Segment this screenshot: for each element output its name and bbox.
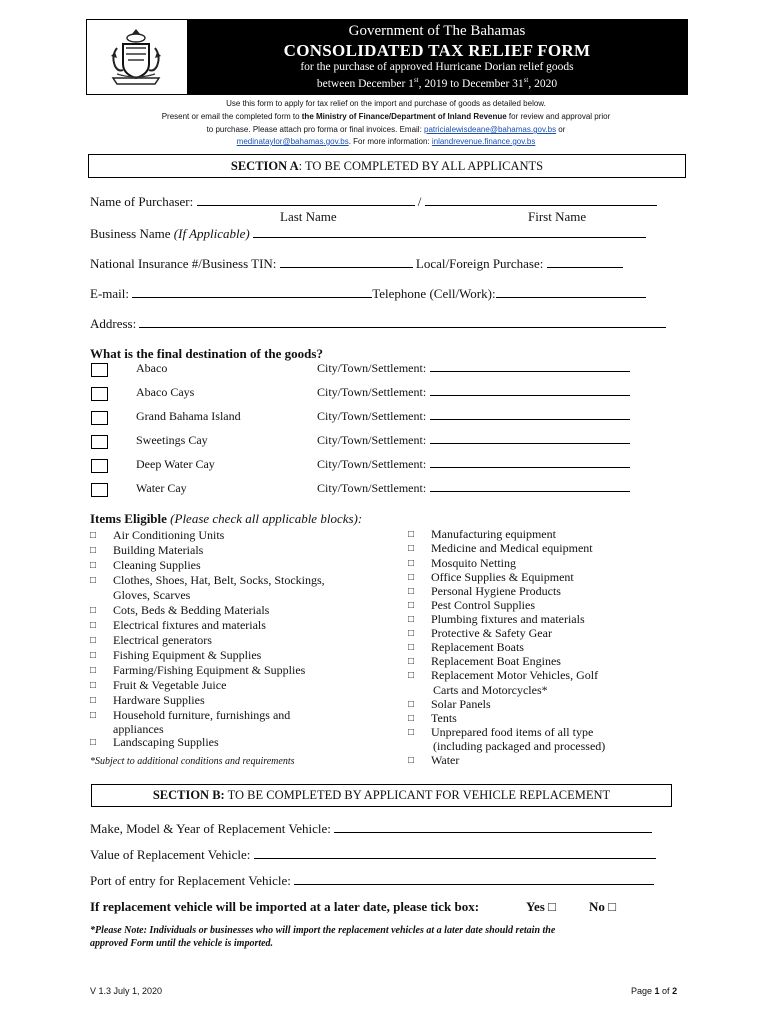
item-checkbox[interactable]: □	[90, 710, 97, 721]
port-entry-field[interactable]	[294, 874, 654, 885]
destination-name: Grand Bahama Island	[136, 409, 241, 423]
destination-checkbox[interactable]	[91, 363, 108, 377]
form-period: between December 1st, 2019 to December 31st, 2020	[316, 76, 558, 90]
vehicle-make-row: Make, Model & Year of Replacement Vehicle:	[90, 821, 652, 837]
eligible-item: Fruit & Vegetable Juice	[113, 678, 227, 692]
eligible-item: Hardware Supplies	[113, 693, 205, 707]
eligible-item: Building Materials	[113, 543, 204, 557]
item-checkbox[interactable]: □	[90, 530, 97, 541]
item-checkbox[interactable]: □	[90, 695, 97, 706]
vehicle-note: *Please Note: Individuals or businesses who will import the replacement vehicles at a later date should retain the approved Form until the vehicle is imported.	[90, 925, 556, 949]
yes-checkbox[interactable]: Yes □	[526, 899, 556, 914]
city-settlement-row	[317, 361, 630, 376]
last-name-field[interactable]	[197, 195, 415, 206]
city-label: City/Town/Settlement:	[317, 385, 427, 399]
business-name-field[interactable]	[253, 227, 646, 238]
item-checkbox[interactable]: □	[408, 699, 415, 710]
eligible-item: Solar Panels	[431, 697, 491, 711]
local-foreign-field[interactable]	[547, 257, 623, 268]
email-field[interactable]	[132, 287, 372, 298]
eligible-item: Cots, Beds & Bedding Materials	[113, 603, 270, 617]
city-field[interactable]	[430, 385, 630, 396]
items-footnote: *Subject to additional conditions and requirements	[90, 756, 295, 767]
eligible-item: Electrical generators	[113, 633, 212, 647]
item-checkbox[interactable]: □	[408, 529, 415, 540]
page-number: Page 1 of 2	[631, 986, 678, 996]
destination-checkbox[interactable]	[91, 483, 108, 497]
item-checkbox[interactable]: □	[408, 600, 415, 611]
port-entry-row: Port of entry for Replacement Vehicle:	[90, 873, 654, 889]
intro-line-3: to purchase. Please attach pro forma or final invoices. Email: patricialewisdeane@bahamas.gov.bs or	[206, 125, 566, 134]
email-link-1[interactable]: patricialewisdeane@bahamas.gov.bs	[424, 125, 557, 134]
vehicle-value-row: Value of Replacement Vehicle:	[90, 847, 656, 863]
eligible-item: Air Conditioning Units	[113, 528, 225, 542]
business-name-row: Business Name (If Applicable)	[90, 226, 646, 242]
destination-checkbox[interactable]	[91, 459, 108, 473]
eligible-item: Tents	[431, 711, 457, 725]
city-settlement-row	[317, 385, 630, 400]
eligible-item: Household furniture, furnishings and	[113, 708, 291, 722]
item-checkbox[interactable]: □	[90, 665, 97, 676]
item-checkbox[interactable]: □	[408, 628, 415, 639]
eligible-item: Water	[431, 753, 460, 767]
city-field[interactable]	[430, 433, 630, 444]
destination-checkbox[interactable]	[91, 387, 108, 401]
city-label: City/Town/Settlement:	[317, 481, 427, 495]
item-checkbox[interactable]: □	[408, 656, 415, 667]
eligible-item: Replacement Motor Vehicles, Golf	[431, 668, 599, 682]
item-checkbox[interactable]: □	[408, 670, 415, 681]
eligible-item: Manufacturing equipment	[431, 527, 556, 541]
destination-name: Sweetings Cay	[136, 433, 208, 447]
items-eligible-heading: Items Eligible (Please check all applicable blocks):	[90, 511, 363, 526]
last-name-label: Last Name	[280, 209, 337, 224]
email-link-2[interactable]: medinataylor@bahamas.gov.bs	[236, 137, 349, 146]
item-checkbox[interactable]: □	[408, 586, 415, 597]
eligible-item: Electrical fixtures and materials	[113, 618, 266, 632]
city-field[interactable]	[430, 457, 630, 468]
item-checkbox[interactable]: □	[90, 737, 97, 748]
form-title: CONSOLIDATED TAX RELIEF FORM	[283, 41, 591, 60]
eligible-item: Replacement Boat Engines	[431, 654, 561, 668]
item-checkbox[interactable]: □	[408, 543, 415, 554]
no-checkbox[interactable]: No □	[589, 899, 616, 914]
form-header	[86, 19, 688, 95]
coat-of-arms	[87, 20, 187, 94]
section-b-heading: SECTION B: TO BE COMPLETED BY APPLICANT FOR VEHICLE REPLACEMENT	[91, 784, 672, 807]
eligible-item-continued: Carts and Motorcycles*	[433, 683, 548, 697]
destination-name: Abaco Cays	[136, 385, 195, 399]
item-checkbox[interactable]: □	[90, 605, 97, 616]
intro-line-1: Use this form to apply for tax relief on the import and purchase of goods as detailed below.	[226, 99, 546, 108]
eligible-item: Clothes, Shoes, Hat, Belt, Socks, Stockings,	[113, 573, 325, 587]
city-field[interactable]	[430, 481, 630, 492]
city-label: City/Town/Settlement:	[317, 433, 427, 447]
phone-field[interactable]	[496, 287, 646, 298]
section-a-heading: SECTION A: TO BE COMPLETED BY ALL APPLICANTS	[88, 154, 686, 178]
item-checkbox[interactable]: □	[90, 545, 97, 556]
vehicle-value-field[interactable]	[254, 848, 656, 859]
item-checkbox[interactable]: □	[408, 755, 415, 766]
eligible-item: Medicine and Medical equipment	[431, 541, 593, 555]
address-row: Address:	[90, 316, 666, 332]
destination-name: Abaco	[136, 361, 168, 375]
first-name-field[interactable]	[425, 195, 657, 206]
eligible-item-continued: Gloves, Scarves	[113, 588, 191, 602]
item-checkbox[interactable]: □	[90, 650, 97, 661]
city-settlement-row	[317, 433, 630, 448]
version-label: V 1.3 July 1, 2020	[90, 986, 163, 996]
item-checkbox[interactable]: □	[408, 558, 415, 569]
eligible-item-continued: appliances	[113, 722, 164, 736]
item-checkbox[interactable]: □	[90, 635, 97, 646]
eligible-item: Plumbing fixtures and materials	[431, 612, 585, 626]
purchaser-name-row: Name of Purchaser: /	[90, 194, 657, 210]
destination-checkbox[interactable]	[91, 411, 108, 425]
intro-line-4: medinataylor@bahamas.gov.bs. For more information: inlandrevenue.finance.gov.bs	[236, 137, 536, 146]
vehicle-make-field[interactable]	[334, 822, 652, 833]
eligible-item: Protective & Safety Gear	[431, 626, 552, 640]
city-settlement-row	[317, 409, 630, 424]
item-checkbox[interactable]: □	[90, 620, 97, 631]
eligible-item: Pest Control Supplies	[431, 598, 536, 612]
item-checkbox[interactable]: □	[90, 680, 97, 691]
item-checkbox[interactable]: □	[408, 572, 415, 583]
item-checkbox[interactable]: □	[408, 642, 415, 653]
intro-line-2: Present or email the completed form to the Ministry of Finance/Department of Inland Revenue for review and approval prior	[161, 112, 611, 121]
address-field[interactable]	[139, 317, 666, 328]
government-name: Government of The Bahamas	[348, 23, 526, 39]
item-checkbox[interactable]: □	[408, 713, 415, 724]
city-settlement-row	[317, 481, 630, 496]
city-label: City/Town/Settlement:	[317, 409, 427, 423]
eligible-item: Unprepared food items of all type	[431, 725, 594, 739]
email-phone-row: E-mail: Telephone (Cell/Work):	[90, 286, 646, 302]
city-settlement-row	[317, 457, 630, 472]
item-checkbox[interactable]: □	[90, 560, 97, 571]
eligible-item-continued: (including packaged and processed)	[433, 739, 606, 753]
eligible-item: Landscaping Supplies	[113, 735, 219, 749]
later-import-question: If replacement vehicle will be imported at a later date, please tick box:	[90, 899, 480, 914]
destination-question: What is the final destination of the goods?	[90, 346, 323, 361]
city-label: City/Town/Settlement:	[317, 361, 427, 375]
destination-name: Deep Water Cay	[136, 457, 215, 471]
nib-field[interactable]	[280, 257, 413, 268]
destination-checkbox[interactable]	[91, 435, 108, 449]
eligible-item: Mosquito Netting	[431, 556, 517, 570]
coat-of-arms-icon	[103, 26, 169, 88]
item-checkbox[interactable]: □	[408, 727, 415, 738]
city-field[interactable]	[430, 409, 630, 420]
eligible-item: Farming/Fishing Equipment & Supplies	[113, 663, 306, 677]
eligible-item: Replacement Boats	[431, 640, 524, 654]
item-checkbox[interactable]: □	[408, 614, 415, 625]
eligible-item: Office Supplies & Equipment	[431, 570, 574, 584]
first-name-label: First Name	[528, 209, 587, 224]
eligible-item: Personal Hygiene Products	[431, 584, 561, 598]
eligible-item: Cleaning Supplies	[113, 558, 201, 572]
city-field[interactable]	[430, 361, 630, 372]
website-link[interactable]: inlandrevenue.finance.gov.bs	[431, 137, 536, 146]
city-label: City/Town/Settlement:	[317, 457, 427, 471]
eligible-item: Fishing Equipment & Supplies	[113, 648, 262, 662]
nib-row: National Insurance #/Business TIN: Local/Foreign Purchase:	[90, 256, 623, 272]
item-checkbox[interactable]: □	[90, 575, 97, 586]
form-subtitle: for the purchase of approved Hurricane Dorian relief goods	[300, 61, 574, 73]
destination-name: Water Cay	[136, 481, 187, 495]
